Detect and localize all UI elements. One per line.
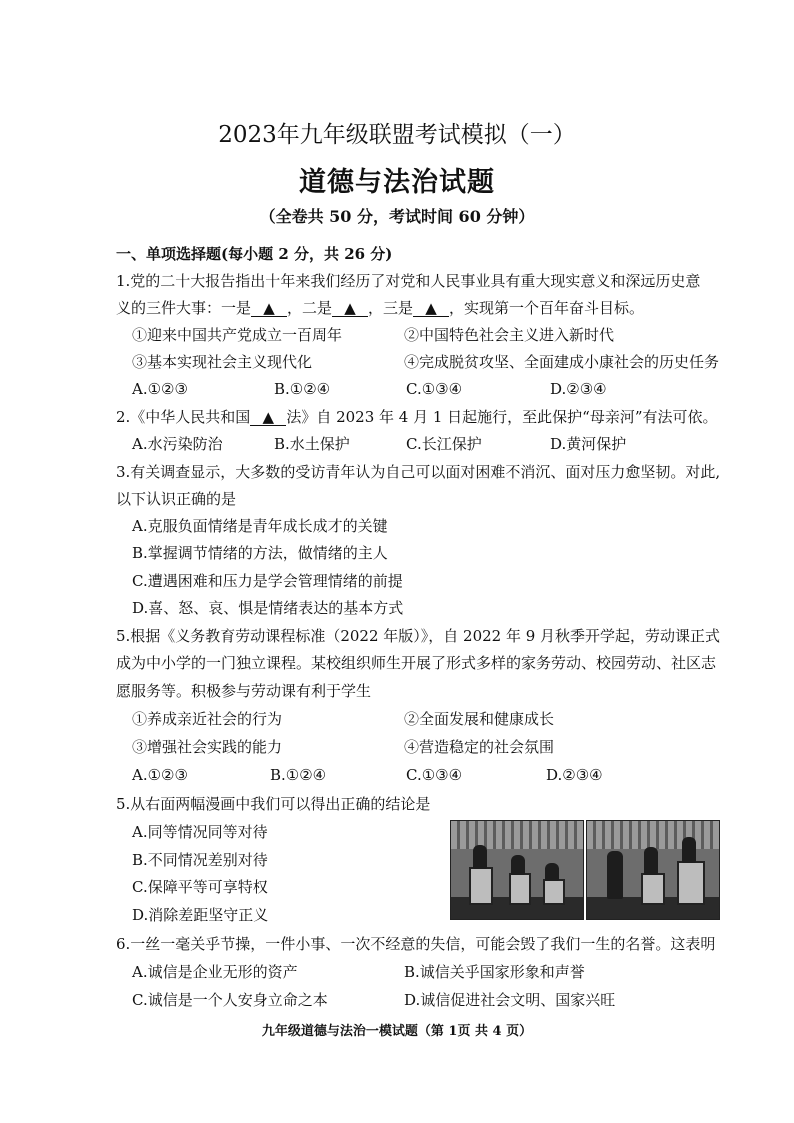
q5-answer-d: D.消除差距坚守正义	[132, 906, 269, 924]
q1-text-d: ，实现第一个百年奋斗目标。	[449, 299, 645, 317]
q5-stem: 5.从右面两幅漫画中我们可以得出正确的结论是	[116, 795, 431, 813]
q1-option-1: ①迎来中国共产党成立一百周年	[132, 326, 343, 344]
q4-option-4: ④营造稳定的社会氛围	[404, 738, 555, 756]
q2-stem	[116, 407, 718, 427]
q1-text-b: ，二是	[287, 299, 333, 317]
comic-panel-left	[450, 820, 584, 920]
q1-option-4: ④完成脱贫攻坚、全面建成小康社会的历史任务	[404, 353, 720, 371]
q2-answer-b: B.水土保护	[274, 435, 350, 453]
q6-answer-b: B.诚信关乎国家形象和声誉	[404, 963, 585, 981]
q4-answer-c: C.①③④	[406, 766, 463, 784]
subject-title: 道德与法治试题	[299, 167, 495, 198]
q4-answer-a: A.①②③	[132, 766, 188, 784]
q1-text-c: ，三是	[368, 299, 414, 317]
q3-answer-c: C.遭遇困难和压力是学会管理情绪的前提	[132, 572, 403, 590]
q3-answer-b: B.掌握调节情绪的方法，做情绪的主人	[132, 544, 388, 562]
q1-stem-line1: 1.党的二十大报告指出十年来我们经历了对党和人民事业具有重大现实意义和深远历史意	[116, 272, 701, 290]
q1-blank-1: ▲	[251, 300, 287, 317]
q4-option-2: ②全面发展和健康成长	[404, 710, 555, 728]
q4-option-1: ①养成亲近社会的行为	[132, 710, 283, 728]
q2-text-a: 2.《中华人民共和国	[116, 408, 251, 426]
q3-stem-line2: 以下认识正确的是	[116, 490, 237, 508]
q2-blank: ▲	[250, 409, 286, 426]
q2-text-b: 法》自 2023 年 4 月 1 日起施行，至此保护“母亲河”有法可依。	[286, 408, 718, 426]
q4-answer-b: B.①②④	[270, 766, 327, 784]
exam-info: （全卷共 50 分，考试时间 60 分钟）	[259, 207, 535, 226]
q1-answer-a: A.①②③	[132, 380, 188, 398]
q5-answer-b: B.不同情况差别对待	[132, 851, 268, 869]
q1-blank-3: ▲	[413, 300, 449, 317]
q6-answer-a: A.诚信是企业无形的资产	[132, 963, 298, 981]
q4-stem-line2: 成为中小学的一门独立课程。某校组织师生开展了形式多样的家务劳动、校园劳动、社区志	[116, 654, 717, 672]
comic-panel-right	[586, 820, 720, 920]
q6-answer-c: C.诚信是一个人安身立命之本	[132, 991, 328, 1009]
q4-stem-line1: 5.根据《义务教育劳动课程标准（2022 年版）》，自 2022 年 9 月秋季开学起，劳动课正式	[116, 627, 721, 645]
q6-answer-d: D.诚信促进社会文明、国家兴旺	[404, 991, 616, 1009]
q3-answer-d: D.喜、怒、哀、惧是情绪表达的基本方式	[132, 599, 404, 617]
q2-answer-c: C.长江保护	[406, 435, 482, 453]
page-footer: 九年级道德与法治一模试题（第 1页 共 4 页）	[261, 1024, 533, 1039]
q2-answer-d: D.黄河保护	[550, 435, 627, 453]
q1-text-a: 义的三件大事：一是	[116, 299, 252, 317]
q1-option-3: ③基本实现社会主义现代化	[132, 353, 313, 371]
q1-answer-b: B.①②④	[274, 380, 331, 398]
q5-answer-c: C.保障平等可享特权	[132, 878, 268, 896]
q1-stem-line2	[116, 298, 644, 318]
q5-answer-a: A.同等情况同等对待	[132, 823, 268, 841]
q4-answer-d: D.②③④	[546, 766, 603, 784]
q4-option-3: ③增强社会实践的能力	[132, 738, 283, 756]
q2-answer-a: A.水污染防治	[132, 435, 223, 453]
section-heading: 一、单项选择题(每小题 2 分，共 26 分)	[116, 245, 393, 263]
q6-stem: 6.一丝一毫关乎节操，一件小事、一次不经意的失信，可能会毁了我们一生的名誉。这表明	[116, 935, 716, 953]
exam-title: 2023年九年级联盟考试模拟（一）	[218, 122, 576, 148]
q3-stem-line1: 3.有关调查显示，大多数的受访青年认为自己可以面对困难不消沉、面对压力愈坚韧。对此,	[116, 463, 721, 481]
q4-stem-line3: 愿服务等。积极参与劳动课有利于学生	[116, 682, 372, 700]
q1-blank-2: ▲	[332, 300, 368, 317]
q1-option-2: ②中国特色社会主义进入新时代	[404, 326, 615, 344]
q1-answer-d: D.②③④	[550, 380, 607, 398]
q3-answer-a: A.克服负面情绪是青年成长成才的关键	[132, 517, 388, 535]
q1-answer-c: C.①③④	[406, 380, 463, 398]
